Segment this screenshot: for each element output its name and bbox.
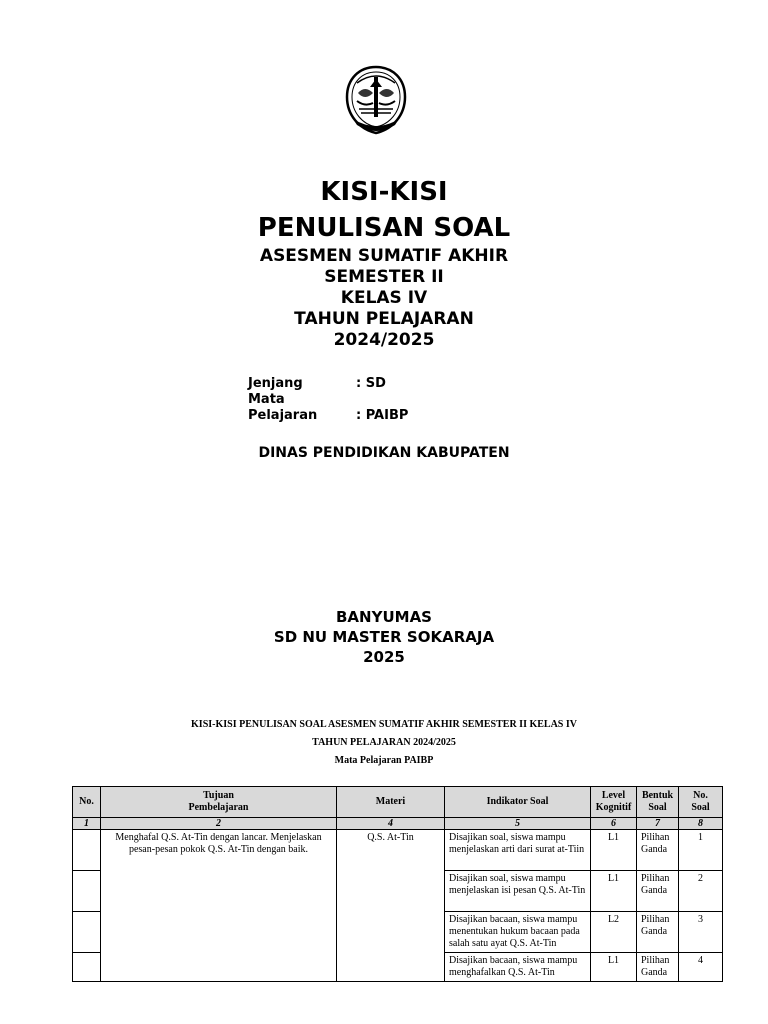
col-number: 7	[637, 818, 679, 830]
no-soal: 4	[679, 953, 723, 982]
materi: Q.S. At-Tin	[337, 830, 445, 982]
table-heading-2: TAHUN PELAJARAN 2024/2025	[312, 737, 456, 748]
level-kognitif: L1	[591, 871, 637, 912]
col-header-tujuan	[101, 787, 337, 818]
level-kognitif: L2	[591, 912, 637, 953]
col-header-indikator: Indikator Soal	[445, 787, 591, 818]
no-soal: 2	[679, 871, 723, 912]
column-number-row	[73, 818, 723, 830]
col-number: 2	[101, 818, 337, 830]
no-soal: 1	[679, 830, 723, 871]
col-number: 5	[445, 818, 591, 830]
meta-mata-pelajaran	[248, 392, 408, 424]
indikator-soal: Disajikan bacaan, siswa mampu menghafalkan Q.S. At-Tin	[445, 953, 591, 982]
col-number: 8	[679, 818, 723, 830]
meta-jenjang	[248, 376, 386, 392]
bentuk-soal: Pilihan Ganda	[637, 953, 679, 982]
school-name: SD NU MASTER SOKARAJA	[273, 628, 495, 646]
bentuk-soal: Pilihan Ganda	[637, 830, 679, 871]
title-line-1: KISI-KISI	[320, 177, 448, 207]
subtitle-line-4: TAHUN PELAJARAN	[294, 309, 474, 329]
title-line-2: PENULISAN SOAL	[257, 213, 511, 243]
level-kognitif: L1	[591, 830, 637, 871]
row-no	[73, 953, 101, 982]
level-kognitif: L1	[591, 953, 637, 982]
indikator-soal: Disajikan bacaan, siswa mampu menentukan hukum bacaan pada salah satu ayat Q.S. At-Tin	[445, 912, 591, 953]
row-no	[73, 871, 101, 912]
col-number: 4	[337, 818, 445, 830]
table-heading-1: KISI-KISI PENULISAN SOAL ASESMEN SUMATIF AKHIR SEMESTER II KELAS IV	[191, 719, 577, 730]
indikator-soal: Disajikan soal, siswa mampu menjelaskan arti dari surat at-Tiin	[445, 830, 591, 871]
table-row	[73, 830, 723, 871]
meta-value: : PAIBP	[356, 408, 409, 423]
tujuan-pembelajaran: Menghafal Q.S. At-Tin dengan lancar. Menjelaskan pesan-pesan pokok Q.S. At-Tin dengan baik.	[101, 830, 337, 982]
cover-year: 2025	[363, 648, 405, 666]
agency-name: DINAS PENDIDIKAN KABUPATEN	[258, 445, 510, 461]
col-number: 1	[73, 818, 101, 830]
col-header-tujuan-text: Tujuan Pembelajaran	[188, 790, 249, 813]
col-header-no: No.	[73, 787, 101, 818]
col-header-materi: Materi	[337, 787, 445, 818]
regency-emblem-icon	[343, 63, 409, 137]
meta-label: Mata Pelajaran	[248, 392, 318, 423]
row-no	[73, 912, 101, 953]
bentuk-soal: Pilihan Ganda	[637, 912, 679, 953]
no-soal: 3	[679, 912, 723, 953]
subtitle-line-2: SEMESTER II	[324, 267, 444, 287]
region-name: BANYUMAS	[336, 608, 432, 626]
col-header-no-soal: No. Soal	[679, 787, 723, 818]
col-header-level: Level Kognitif	[591, 787, 637, 818]
kisi-kisi-table	[72, 786, 723, 982]
table-heading-3: Mata Pelajaran PAIBP	[334, 755, 434, 766]
subtitle-line-1: ASESMEN SUMATIF AKHIR	[259, 246, 509, 266]
row-no	[73, 830, 101, 871]
indikator-soal: Disajikan soal, siswa mampu menjelaskan isi pesan Q.S. At-Tin	[445, 871, 591, 912]
meta-value: : SD	[356, 376, 386, 391]
subtitle-line-3: KELAS IV	[340, 288, 428, 308]
bentuk-soal: Pilihan Ganda	[637, 871, 679, 912]
table-header-row	[73, 787, 723, 818]
col-header-bentuk: Bentuk Soal	[637, 787, 679, 818]
subtitle-line-5: 2024/2025	[333, 330, 435, 350]
meta-label: Jenjang	[248, 376, 303, 391]
col-number: 6	[591, 818, 637, 830]
